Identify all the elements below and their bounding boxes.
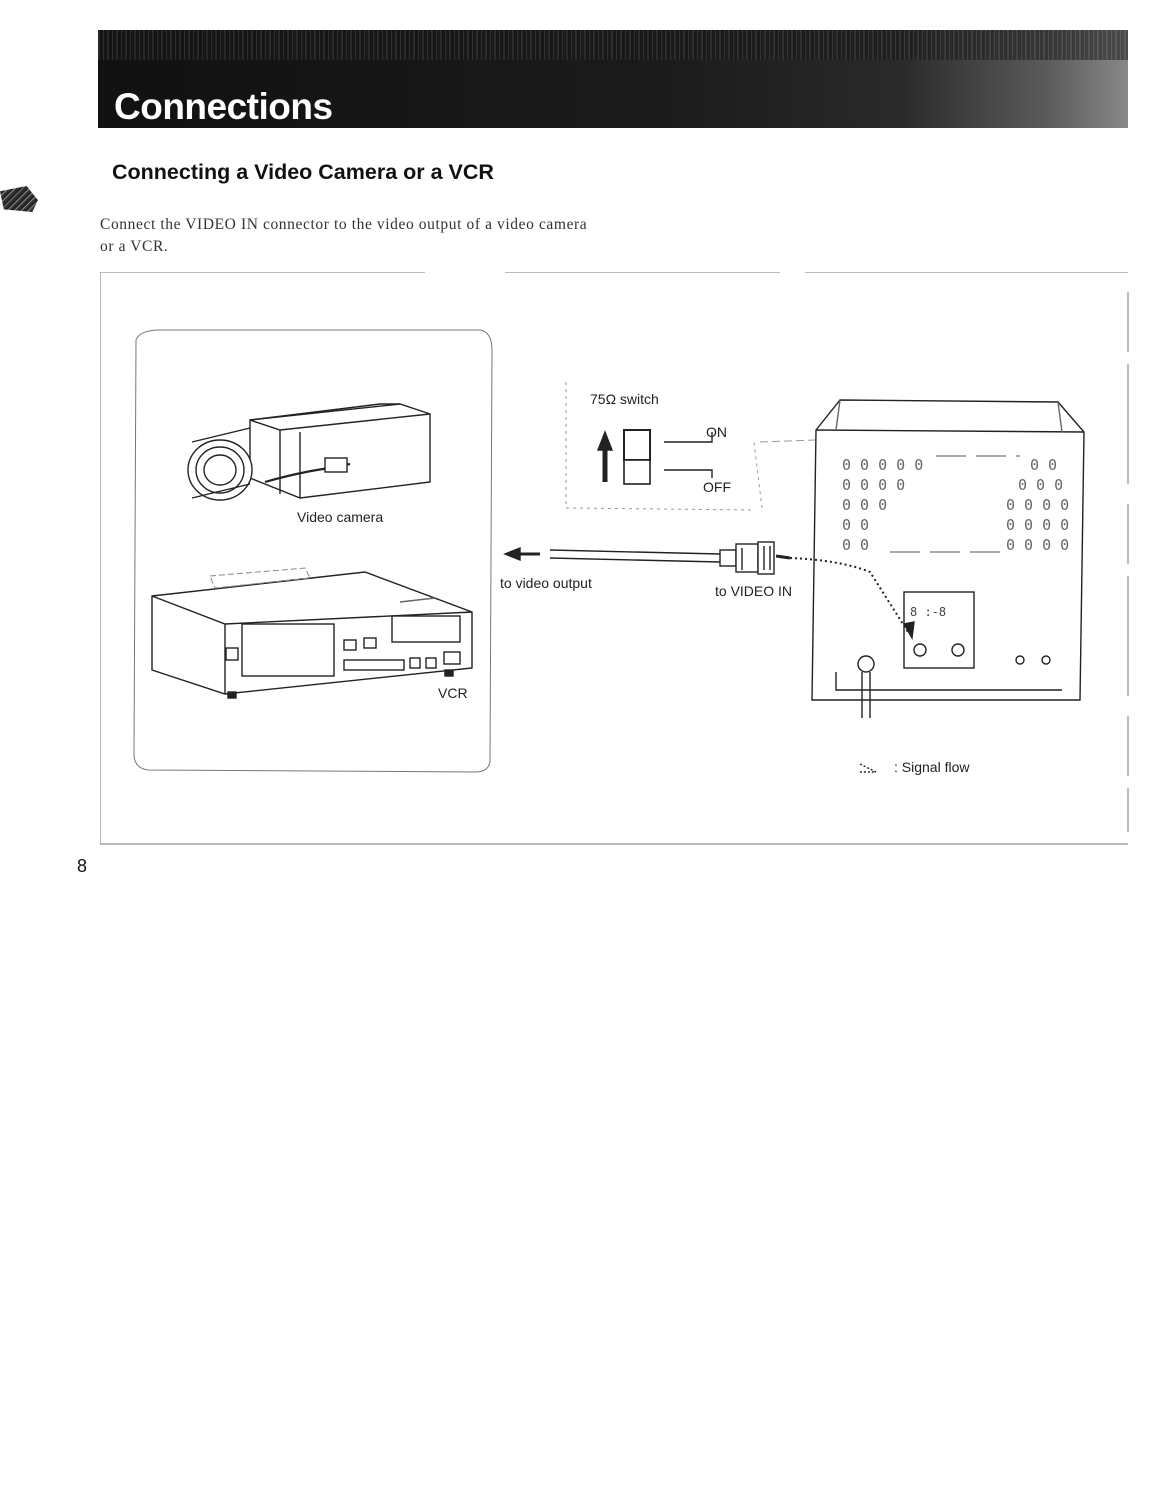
- svg-text:0 0 0: 0 0 0: [842, 496, 888, 514]
- section-title: Connecting a Video Camera or a VCR: [112, 160, 494, 184]
- svg-text:0 0: 0 0: [842, 516, 870, 534]
- svg-text:0 0 0 0 0: 0 0 0 0 0: [842, 456, 924, 474]
- edge-mark: [0, 186, 38, 212]
- intro-text: Connect the VIDEO IN connector to the video output of a video camera or a VCR.: [100, 216, 588, 255]
- camera-label: Video camera: [297, 509, 384, 525]
- video-camera-drawing: [188, 404, 430, 500]
- diagram-drawing: [100, 272, 1130, 847]
- vcr-label: VCR: [438, 685, 468, 701]
- svg-text:0 0 0 0: 0 0 0 0: [842, 476, 906, 494]
- switch-on-label: ON: [706, 424, 727, 440]
- svg-text:8 :-8: 8 :-8: [910, 605, 947, 619]
- svg-text:0 0 0 0: 0 0 0 0: [1006, 536, 1070, 554]
- svg-text:0 0: 0 0: [842, 536, 870, 554]
- to-video-output-label: to video output: [500, 575, 592, 591]
- monitor-drawing: [790, 400, 1084, 718]
- page-number: 8: [77, 856, 88, 876]
- video-cable: [505, 542, 790, 574]
- device-group-box: [134, 330, 492, 772]
- header-banner: [98, 30, 1128, 128]
- signal-flow-legend: : Signal flow: [894, 759, 970, 775]
- svg-text:0 0 0: 0 0 0: [1018, 476, 1064, 494]
- signal-flow-legend-icon: [858, 764, 876, 772]
- switch-label: 75Ω switch: [590, 391, 659, 407]
- vcr-drawing: [152, 568, 472, 698]
- svg-text:0 0 0 0: 0 0 0 0: [1006, 516, 1070, 534]
- to-video-in-label: to VIDEO IN: [715, 583, 793, 599]
- switch-off-label: OFF: [703, 479, 731, 495]
- svg-text:0 0: 0 0: [1030, 456, 1058, 474]
- page-title: Connections: [114, 86, 333, 127]
- svg-text:0 0 0 0: 0 0 0 0: [1006, 496, 1070, 514]
- connection-diagram: [100, 272, 1130, 847]
